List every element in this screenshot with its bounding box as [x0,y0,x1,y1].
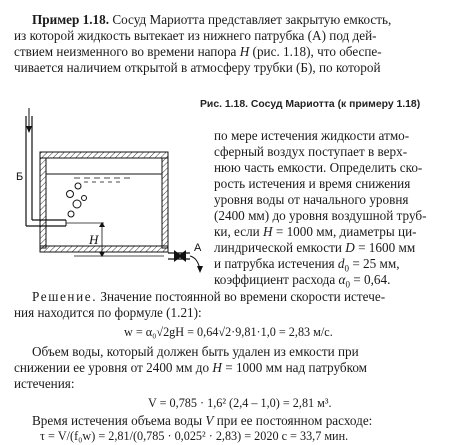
problem-line-5: уровня воды от начального уровня [214,192,409,207]
mariotte-vessel-figure [14,106,204,281]
problem-text-7a: ки, если [214,224,260,239]
para2-line-1: Объем воды, который должен быть удален из емкости при [32,344,359,359]
problem-line-1: по мере истечения жидкости атмо- [214,128,410,143]
para3-text-a: Время истечения объема воды [32,413,203,428]
vessel-walls [40,152,168,252]
formula-time: τ = V/(f₀w) = 2,81/(0,785 · 0,025² · 2,83) = 2020 с = 33,7 мин. [40,429,349,443]
figure-caption: Рис. 1.18. Сосуд Мариотта (к примеру 1.18) [200,99,421,110]
sym-V: V [205,413,214,428]
para2-line-3: истечения: [14,376,75,391]
solution-text-1: Значение постоянной во времени скорости истече- [100,289,386,304]
label-outlet: А [194,242,202,254]
para3-text-b: при ее постоянном расходе: [216,413,373,428]
label-head: H [89,232,99,247]
para3-line [32,413,372,429]
example-line-1 [32,12,391,28]
formula-velocity: w = α₀√2gH = 0,64√2·9,81·1,0 = 2,83 м/с. [124,325,333,339]
problem-line-2: сферный воздух поступает в верх- [214,144,408,159]
problem-text-8b: = 1600 мм [358,240,416,255]
head-symbol: H [239,44,250,59]
solution-label: Решение. [32,289,98,304]
sym-D: D [345,240,355,255]
para2-line-2 [14,360,367,376]
example-text-3: ствием неизменного во времени напора [14,44,237,59]
example-text-3b: (рис. 1.18), что обеспе- [252,44,382,59]
problem-line-3: нюю часть емкости. Определить ско- [214,160,423,175]
problem-text-8a: линдрической емкости [214,240,342,255]
example-text-1: Сосуд Мариотта представляет закрытую емкость, [112,12,392,27]
example-line-3 [14,44,382,60]
para2-text-2b: = 1000 мм над патрубком [225,360,368,375]
problem-text-9a: и патрубка истечения [214,256,335,271]
sym-alpha0: α [338,272,346,287]
water-level [46,174,162,182]
example-label: Пример 1.18. [32,12,110,27]
para2-text-2a: снижении ее уровня от 2400 мм до [14,360,210,375]
example-line-2: из которой жидкость вытекает из нижнего патрубка (А) под дей- [14,28,377,43]
label-tube: Б [16,171,24,183]
formula-volume: V = 0,785 · 1,6² (2,4 – 1,0) = 2,81 м³. [148,396,332,410]
problem-text-7b: = 1000 мм, диаметры ци- [275,224,417,239]
problem-text-10b: = 0,64. [353,272,391,287]
solution-line-2: ния находится по формуле (1.21): [14,305,202,320]
problem-line-4: рость истечения и время снижения [214,176,411,191]
problem-line-10: коэффициент расхода $\alpha_0 = 0,64$. [214,272,391,290]
sym-H-2: H [212,360,222,375]
problem-line-9: и патрубка истечения $d_0 = 25$ мм, [214,256,400,274]
problem-text-10a: коэффициент расхода [214,272,336,287]
air-bubbles [67,183,87,217]
problem-text-9b: = 25 мм, [352,256,400,271]
solution-line-1 [32,289,385,305]
problem-line-7 [214,224,417,240]
sym-H: H [263,224,273,239]
problem-line-6: (2400 мм) до уровня воздушной труб- [214,208,427,223]
problem-line-8 [214,240,415,256]
sym-d0: d [337,256,345,271]
example-line-4: чивается наличием открытой в атмосферу трубки (Б), по которой [14,60,381,75]
